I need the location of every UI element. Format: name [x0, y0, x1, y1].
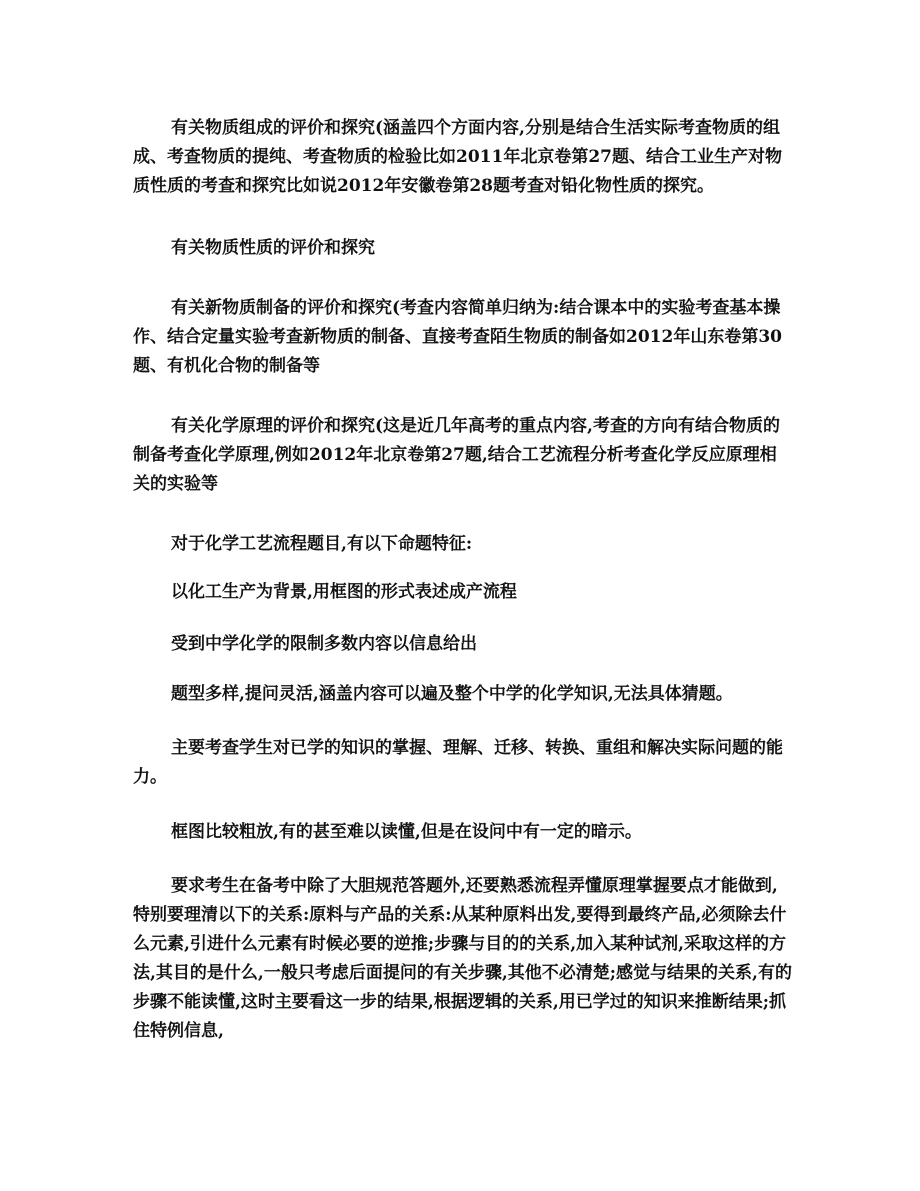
- paragraph-preparation: 有关新物质制备的评价和探究(考查内容简单归纳为:结合课本中的实验考查基本操作、结合定量实验考查新物质的制备、直接考查陌生物质的制备如2012年山东卷第30题、有机化合物的制备等: [133, 298, 782, 376]
- paragraph-requirements: 要求考生在备考中除了大胆规范答题外,还要熟悉流程弄懂原理掌握要点才能做到,特别要理清以下的关系:原料与产品的关系:从某种原料出发,要得到最终产品,必须除去什么元素,引进什么元素有时候必要的逆推;步骤与目的的关系,加入某种试剂,采取这样的方法,其目的是什么,一般只考虑后面提问的有关步骤,其他不必清楚;感觉与结果的关系,有的步骤不能读懂,这时主要看这一步的结果,根据逻辑的关系,用已学过的知识来推断结果;抓住特例信息,: [133, 876, 792, 1041]
- paragraph-principles: 有关化学原理的评价和探究(这是近几年高考的重点内容,考查的方向有结合物质的制备考查化学原理,例如2012年北京卷第27题,结合工艺流程分析考查化学反应原理相关的实验等: [133, 416, 780, 494]
- paragraph-flowchart: 框图比较粗放,有的甚至难以读懂,但是在设问中有一定的暗示。: [171, 822, 642, 842]
- paragraph-abilities: 主要考查学生对已学的知识的掌握、理解、迁移、转换、重组和解决实际问题的能力。: [133, 738, 783, 787]
- paragraph-process-intro: 对于化学工艺流程题目,有以下命题特征:: [171, 534, 473, 554]
- paragraph-limitation: 受到中学化学的限制多数内容以信息给出: [171, 634, 477, 654]
- paragraph-properties: 有关物质性质的评价和探究: [171, 238, 375, 258]
- paragraph-background: 以化工生产为背景,用框图的形式表述成产流程: [171, 582, 517, 602]
- paragraph-question-types: 题型多样,提问灵活,涵盖内容可以遍及整个中学的化学知识,无法具体猜题。: [171, 684, 733, 704]
- paragraph-composition: 有关物质组成的评价和探究(涵盖四个方面内容,分别是结合生活实际考查物质的组成、考查物质的提纯、考查物质的检验比如2011年北京卷第27题、结合工业生产对物质性质的考查和探究比如说2012年安徽卷第28题考查对铅化物性质的探究。: [133, 118, 782, 196]
